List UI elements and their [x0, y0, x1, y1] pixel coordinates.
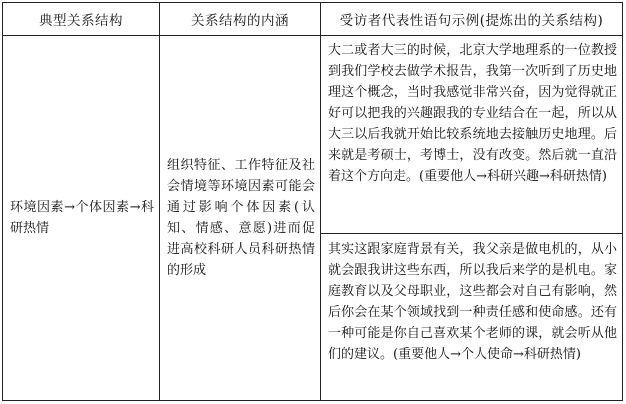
header-structure: 典型关系结构: [39, 13, 123, 29]
connotation-text: 组织特征、工作特征及社会情境等环境因素可能会通过影响个体因素(认知、情感、意愿)进而促进高校科研人员科研热情的形成: [167, 158, 315, 278]
example-text-2: 其实这跟家庭背景有关，我父亲是做电机的，从小就会跟我讲这些东西，所以我后来学的是机电。家庭教育以及父母职业，这些都会对自己有影响，然后你会在某个领域找到一种责任感和使命感。还有一种可能是你自己喜欢某个老师的课，就会听从他们的建议。(重要他人→个人使命→科研热情): [328, 242, 617, 362]
example-text-1: 大二或者大三的时候，北京大学地理系的一位教授到我们学校去做学术报告，我第一次听到了历史地理这个概念，当时我感觉非常兴奋，因为觉得就正好可以把我的兴趣跟我的专业结合在一起，所以从大三以后我就开始比较系统地去接触历史地理。后来就是考硕士，考博士，没有改变。然后就一直沿着这个方向走。(重要他人→科研兴趣→科研热情): [328, 43, 617, 184]
example-cell-1: [328, 40, 617, 187]
relationship-table: [2, 2, 623, 401]
header-connotation: 关系结构的内涵: [191, 13, 289, 29]
structure-cell: [10, 36, 154, 400]
column-divider-1: [159, 3, 160, 400]
structure-text: 环境因素→个体因素→科研热情: [10, 200, 154, 236]
connotation-cell: [167, 36, 315, 400]
column-divider-2: [320, 3, 321, 400]
example-cell-2: [328, 239, 617, 365]
example-row-divider: [320, 233, 622, 234]
header-examples: 受访者代表性语句示例(提炼出的关系结构): [339, 13, 604, 29]
